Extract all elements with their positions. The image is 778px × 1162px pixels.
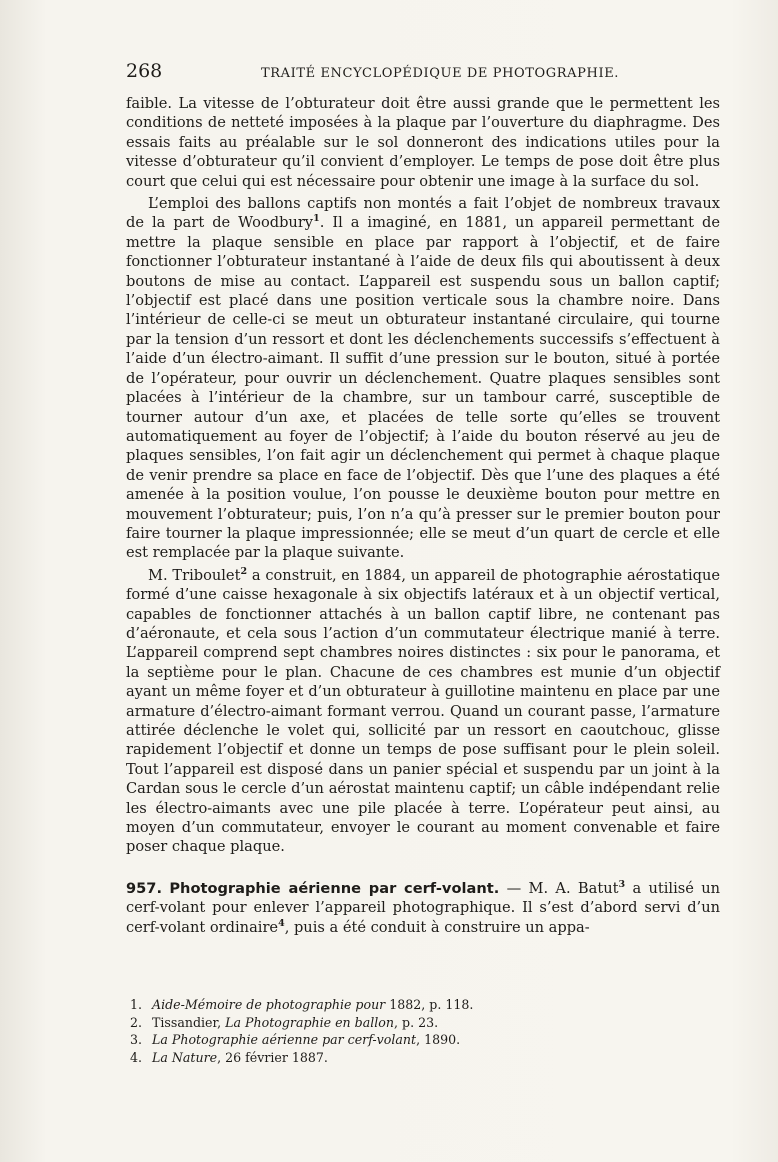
- running-title: TRAITÉ ENCYCLOPÉDIQUE DE PHOTOGRAPHIE.: [260, 66, 620, 81]
- footnote-number: 2.: [130, 1014, 143, 1030]
- page-header: [126, 60, 720, 82]
- paragraph-triboulet: [126, 566, 720, 857]
- footnote-rest: , 26 février 1887.: [217, 1049, 328, 1065]
- paragraph-woodbury: [126, 194, 720, 563]
- footnote: [130, 996, 630, 1014]
- paragraph-text: M. Triboulet: [148, 566, 241, 584]
- footnote-title: Aide-Mémoire de photographie pour: [152, 997, 386, 1012]
- section-text: — M. A. Batut: [499, 879, 619, 897]
- footnote: [130, 1049, 630, 1067]
- paragraph-text: . Il a imaginé, en 1881, un appareil permettant de mettre la plaque sensible en place par rapport à l’objectif, et de faire fonctionner l’obturateur instantané à l’aide de deux fils qui aboutissent à deux boutons de mise au contact. L’appareil est suspendu sous un ballon captif; l’objectif est placé dans une position verticale sous la chambre noire. Dans l’intérieur de celle-ci se meut un obturateur instantané circulaire, qui tourne par la tension d’un ressort et dont les déclenchements successifs s’effectuent à l’aide d’un électro-aimant. Il suffit d’une pression sur le bouton, situé à portée de l’opérateur, pour ouvrir un déclenchement. Quatre plaques sensibles sont placées à l’intérieur de la chambre, sur un tambour carré, susceptible de tourner autour d’un axe, et placées de telle sorte qu’elles se trouvent automatiquement au foyer de l’objectif; à l’aide du bouton réservé au jeu de plaques sensibles, l’on fait agir un déclenchement qui permet à chaque plaque de venir prendre sa place en face de l’objectif. Dès que l’une des plaques a été amenée à la position voulue, l’on pousse le deuxième bouton pour mettre en mouvement l’obturateur; puis, l’on n’a qu’à presser sur le premier bouton pour faire tourner la plaque impressionnée; elle se meut d’un quart de cercle et elle est remplacée par la plaque suivante.: [126, 214, 720, 562]
- body-text: [126, 94, 720, 937]
- section-text: a utilisé un cerf-volant pour enlever l’appareil photographique. Il s’est d’abord servi d’un cerf-volant ordinaire: [126, 879, 721, 936]
- footnotes: [130, 996, 630, 1066]
- footnote: [130, 1031, 630, 1049]
- footnote-number: 1.: [130, 997, 143, 1012]
- footnote-author: Tissandier,: [152, 1014, 226, 1030]
- paragraph-continuation: faible. La vitesse de l’obturateur doit être aussi grande que le permettent les conditions de netteté imposées à la plaque par l’ouverture du diaphragme. Des essais faits au préalable sur le sol donneront des indications utiles pour la vitesse d’obturateur qu’il convient d’employer. Le temps de pose doit être plus court que celui qui est nécessaire pour obtenir une image à la surface du sol.: [126, 95, 720, 190]
- paragraph-text: a construit, en 1884, un appareil de photographie aérostatique formé d’une caisse hexagonale à six objectifs latéraux et à un objectif vertical, capables de fonctionner attachés à un ballon captif libre, ne contenant pas d’aéronaute, et cela sous l’action d’un commutateur électrique manié à terre. L’appareil comprend sept chambres noires distinctes : six pour le panorama, et la septième pour le plan. Chacune de ces chambres est munie d’un objectif ayant un même foyer et d’un obturateur à guillotine maintenu en place par une armature d’électro-aimant formant verrou. Quand un courant passe, l’armature attirée déclenche le volet qui, sollicité par un ressort en caoutchouc, glisse rapidement l’objectif et donne un temps de pose suffisant pour le plein soleil. Tout l’appareil est disposé dans un panier spécial et suspendu par un joint à la Cardan sous le cercle d’un aérostat maintenu captif; un câble indépendant relie les électro-aimants avec une pile placée à terre. L’opérateur peut ainsi, au moyen d’un commutateur, envoyer le courant au moment convenable et faire poser chaque plaque.: [126, 566, 721, 856]
- section-number: 957.: [126, 879, 163, 897]
- footnote-title: La Photographie aérienne par cerf-volant: [152, 1032, 417, 1047]
- footnote-ref-3[interactable]: 3: [618, 878, 626, 890]
- section-text: , puis a été conduit à construire un appa-: [284, 918, 590, 936]
- footnote-ref-1[interactable]: 1: [313, 213, 320, 225]
- footnote-rest: 1882, p. 118.: [385, 997, 474, 1012]
- footnote-rest: , p. 23.: [394, 1014, 439, 1030]
- footnote-title: La Nature: [152, 1049, 218, 1065]
- footnote-ref-2[interactable]: 2: [240, 565, 248, 577]
- page-number: 268: [126, 60, 163, 82]
- footnote-title: La Photographie en ballon: [225, 1014, 394, 1030]
- footnote-rest: , 1890.: [416, 1032, 461, 1047]
- paragraph-text: L’emploi des ballons captifs non montés a fait l’objet de nombreux travaux de la part de Woodbury: [126, 195, 720, 232]
- footnote-ref-4[interactable]: 4: [278, 917, 285, 929]
- footnote-number: 3.: [130, 1032, 143, 1047]
- footnote: [130, 1014, 630, 1032]
- section-957: [126, 879, 720, 937]
- section-title: Photographie aérienne par cerf-volant.: [169, 879, 500, 897]
- footnote-number: 4.: [130, 1049, 143, 1065]
